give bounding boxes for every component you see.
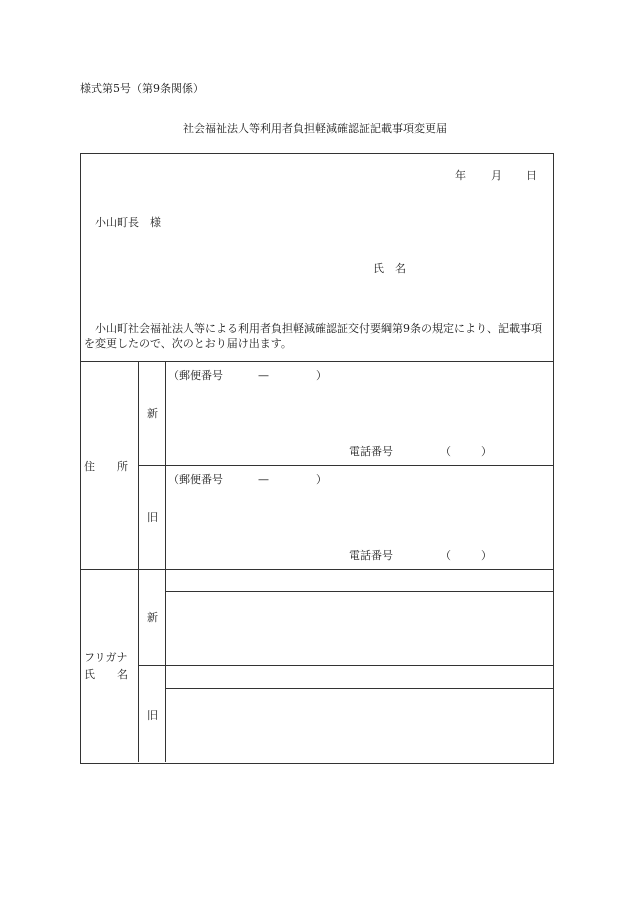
old-postal-close: ） — [316, 473, 327, 486]
divider-upper — [80, 361, 553, 362]
document-title: 社会福祉法人等利用者負担軽減確認証記載事項変更届 — [183, 122, 447, 135]
form-table — [80, 153, 554, 764]
address-label: 住 所 — [84, 460, 128, 473]
column-line-2 — [165, 361, 166, 762]
date-year-label: 年 — [455, 169, 466, 182]
applicant-name-label: 氏 名 — [373, 262, 406, 275]
column-line-1 — [138, 361, 139, 762]
date-month-label: 月 — [491, 169, 502, 182]
old-phone-open: （ — [440, 549, 451, 562]
new-postal-open: （郵便番号 — [168, 369, 223, 382]
new-phone-open: （ — [440, 445, 451, 458]
form-number: 様式第5号（第9条関係） — [80, 82, 204, 95]
address-old-label: 旧 — [147, 511, 158, 524]
addressee: 小山町長 様 — [95, 216, 161, 229]
divider-furigana-old — [165, 688, 553, 689]
name-new-label: 新 — [147, 611, 158, 624]
divider-address-name — [80, 569, 553, 570]
furigana-label: フリガナ — [84, 651, 128, 664]
old-postal-open: （郵便番号 — [168, 473, 223, 486]
new-postal-dash: — — [258, 369, 269, 382]
new-phone-close: ） — [481, 445, 492, 458]
new-phone-label: 電話番号 — [349, 445, 393, 458]
date-day-label: 日 — [526, 169, 537, 182]
old-phone-close: ） — [481, 549, 492, 562]
divider-name-new-old — [138, 665, 553, 666]
divider-furigana-new — [165, 591, 553, 592]
name-old-label: 旧 — [147, 709, 158, 722]
divider-address-new-old — [138, 465, 553, 466]
name-label: 氏 名 — [84, 668, 128, 681]
statement-text: 小山町社会福祉法人等による利用者負担軽減確認証交付要綱第9条の規定により、記載事項を変更したので、次のとおり届け出ます。 — [84, 322, 542, 350]
address-new-label: 新 — [147, 407, 158, 420]
new-postal-close: ） — [316, 369, 327, 382]
old-postal-dash: — — [258, 473, 269, 486]
old-phone-label: 電話番号 — [349, 549, 393, 562]
